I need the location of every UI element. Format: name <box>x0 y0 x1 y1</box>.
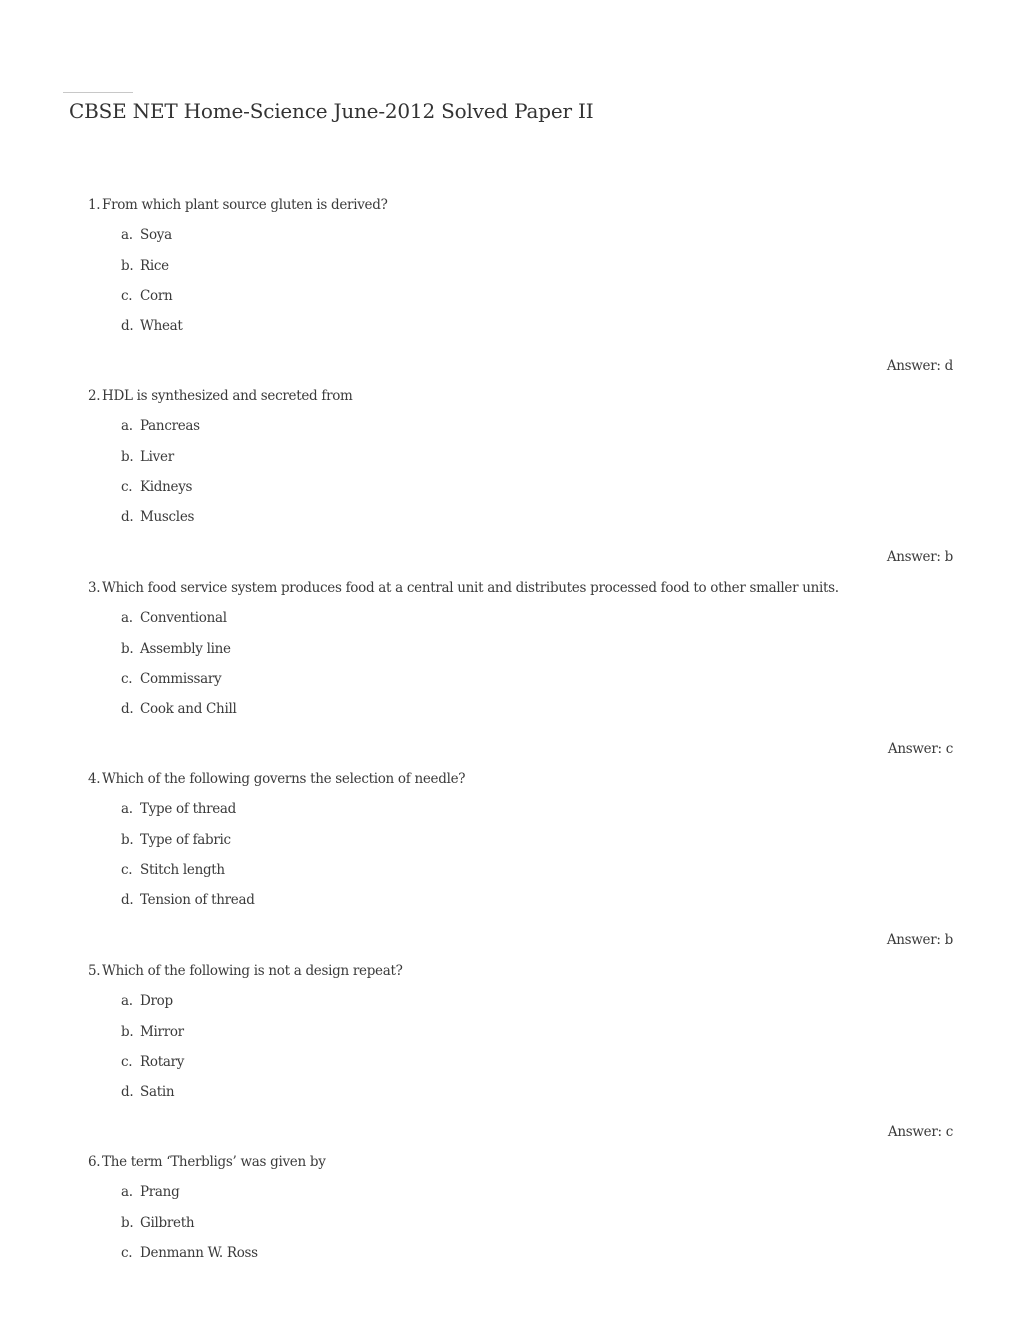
question-item <box>0 765 1020 956</box>
question-text: 2. HDL is synthesized and secreted from <box>88 388 353 405</box>
question-text: 3. Which food service system produces food at a central unit and distributes processed food to other smaller units. <box>88 579 839 596</box>
option: b. Assembly line <box>121 640 231 657</box>
option: c. Corn <box>121 288 173 304</box>
question-item <box>0 191 1020 382</box>
question-item <box>0 1148 1020 1339</box>
answer-label: Answer: d <box>886 358 953 374</box>
option: c. Commissary <box>121 670 222 687</box>
question-item <box>0 574 1020 765</box>
option: a. Conventional <box>121 609 227 626</box>
option: a. Pancreas <box>121 418 200 435</box>
question-text: 4. Which of the following governs the selection of needle? <box>88 771 466 788</box>
option: d. Satin <box>121 1083 175 1100</box>
option: b. Liver <box>121 449 174 466</box>
answer-label: Answer: c <box>887 1123 953 1140</box>
question-text: 6. The term ‘Therbligs’ was given by <box>88 1153 326 1170</box>
option: c. Stitch length <box>121 862 225 879</box>
page-title: CBSE NET Home-Science June-2012 Solved Paper II <box>69 99 594 123</box>
option: a. Drop <box>121 992 173 1009</box>
option: d. Cook and Chill <box>121 700 237 717</box>
option: d. Tension of thread <box>121 892 255 909</box>
option: d. Wheat <box>121 318 183 334</box>
question-item <box>0 957 1020 1148</box>
option: b. Mirror <box>121 1023 184 1040</box>
answer-label: Answer: b <box>886 932 953 949</box>
header-divider <box>63 92 133 93</box>
answer-label: Answer: b <box>886 549 953 566</box>
option: c. Denmann W. Ross <box>121 1244 258 1261</box>
option: b. Type of fabric <box>121 832 231 849</box>
question-text: 1. From which plant source gluten is derived? <box>88 197 388 213</box>
option: b. Rice <box>121 258 169 274</box>
question-list <box>0 191 1020 1339</box>
option: c. Rotary <box>121 1053 185 1070</box>
option: b. Gilbreth <box>121 1214 195 1231</box>
option: a. Type of thread <box>121 801 237 818</box>
answer-label: Answer: c <box>887 740 953 757</box>
question-text: 5. Which of the following is not a design repeat? <box>88 962 403 979</box>
option: a. Soya <box>121 227 172 243</box>
question-item <box>0 382 1020 573</box>
option: a. Prang <box>121 1183 180 1200</box>
option: d. Muscles <box>121 509 195 526</box>
option: c. Kidneys <box>121 479 193 496</box>
